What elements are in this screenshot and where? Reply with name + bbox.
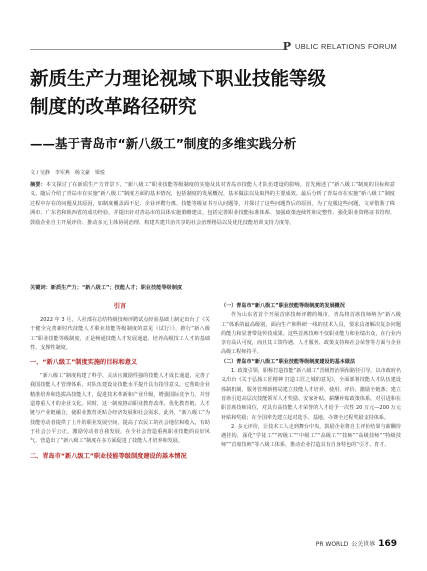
footer-issue: 公关世界: [351, 541, 376, 548]
subsection-2-paragraph-1: 1. 政策引领，职称打造技能“新八级工”晋级智治领衔路径引导。以市政府名义出台《关于弘扬工匠精神 打造工匠之城的意见》，全面部署技能人才队伍建设体制机制，服务管理新格局建立技能人才培养、使用、评价、激励全链条；建立首席引进高层次技能领军人才奖励、安家补贴、薪酬补贴政策体系。对引进和在职首席技师岗位，对具有高技能人才荣誉的人才给予一次性 20 万元—200 万元补贴和奖励；在全国率先建立起对选手、基地、办赛全过程奖励支持体系。: [221, 368, 401, 421]
intro-heading: 引言: [113, 303, 127, 310]
page-number: 169: [378, 539, 397, 549]
header-rule: [30, 49, 284, 50]
section-1-paragraph: “新八级工”制度构建了科学、灵活且激励性强的技能人才成长通道，完善了我国技能人才管理体系，对队伍建设及技能水平提升具有指导意义。它帮助企业精准培养和选拔高技能人才，促进技术革新和产业升级，增强国际竞争力，并营造尊重人才的企业文化。同时，这一制度推动职业教育改革，优化教育链、人才链与产业链融合，使职业教育更贴合经济发展和社会需求。此外，“新八级工”为技能劳动者提供了上升的职业发展空间，提高了农民工的社会地位和收入，有助于社会公平公正，激励劳动者自我发展，在全社会营造重视职业技能的良好风气，营造出了“新八级工”制度在多方面促进了技能人才培养和发展。: [30, 373, 210, 445]
subsection-2-heading: （二）青岛市“新八级工”职业技能等级制度建设的基本做法: [221, 358, 356, 365]
authors: 文 / 吴静 李军燕 杨文豪 梁悦: [30, 170, 105, 176]
page-footer: [316, 539, 397, 549]
header-section-name: UBLIC RELATIONS FORUM: [294, 41, 397, 51]
subsection-2-paragraph-2: 2. 多元评价，让技术工人走到舞台中央。鼓励企业将自主评价结果与薪酬待遇挂钩，深化“学徒工”“初级工”“中级工”“高级工”“技师”“高级技师”“特级技师”“首席技师”等八级工体系，推动企业打造具有自身特色的“引才、育才、: [221, 423, 401, 449]
title-line-1: 新质生产力理论视域下职业技能等级: [30, 69, 327, 90]
abstract-label: 摘要：: [30, 182, 46, 188]
subsection-1-paragraph: 作为山东省首个开展首席技师评聘的城市，青岛将首席技师纳为“新八级工”体系的最高级别，面向生产和科研一线的技术人员，要求具备解决复杂问题的能力和显著带徒传技成果。这些首席技师不仅职业能力和业绩出众，在行业内享有高认可度，而且其工资待遇、人才服务、政策支持和社会荣誉等方面与企业高级工程师持平。: [221, 312, 401, 356]
journal-header: [283, 40, 397, 52]
header-logo-letter: P: [282, 39, 291, 53]
article-subtitle: ——基于青岛市“新八级工”制度的多维实践分析: [30, 136, 297, 151]
subsection-1-heading: （一）青岛市“新八级工”职业技能等级制度的发展概况: [221, 303, 345, 309]
keywords: 关键词：新质生产力；“新八级工”；技能人才；职业技能等级制度: [30, 285, 183, 291]
abstract: [30, 181, 395, 228]
right-column: [221, 302, 401, 451]
section-2-heading: 二、青岛市“新八级工”职业技能等级制度建设的基本情况: [30, 452, 187, 460]
left-column: [30, 302, 210, 466]
section-1-heading: 一、“新八级工”制度实施的目标和意义: [30, 359, 138, 367]
abstract-text: 本文探讨了在新质生产力背景下，“新八级工”职业技能等级制度的实施及其对青岛市技能人才队伍建设的影响。首先阐述了“新八级工”制度的目标和意义，随后介绍了青岛市在实施“新八级工”制度方面的基本情况，包括制度的发展概况、基本做法以及取得的主要成效。最后分析了青岛市在实施“新八级工”制度过程中存在的问题及其原因，如制度覆盖面不足、企业评聘分离、技能等级证书互认问题等，并探讨了这些问题背后的原因。为了克服这些问题，文章借鉴了株洲市、广东省和陕西省的成功经验，并提出针对青岛市的具体实施策略建议，包括完善职业技能标准体系、加强政策连续性和完整性、强化职业资格证书管理、鼓励企业自主开展评价、推动多元主体协同治理、构建共建共治共享的社会治理格局以及优化技能培训支持力度等。: [30, 182, 395, 226]
title-line-2: 制度的改革路径研究: [30, 97, 197, 118]
footer-brand: PR WORLD: [315, 541, 349, 548]
intro-paragraph: 2022 年 3 月，人社部在总结特级技师评聘试点经验基础上制定出台了《关于健全完善新时代技能人才职业技能等级制度的意见（试行）》，推行“新八级工”职业技能等级制度，正是畅通技能人才发展通道、培养高级技工人才的基础性、支撑性制度。: [30, 317, 210, 351]
article-title: [30, 66, 400, 122]
